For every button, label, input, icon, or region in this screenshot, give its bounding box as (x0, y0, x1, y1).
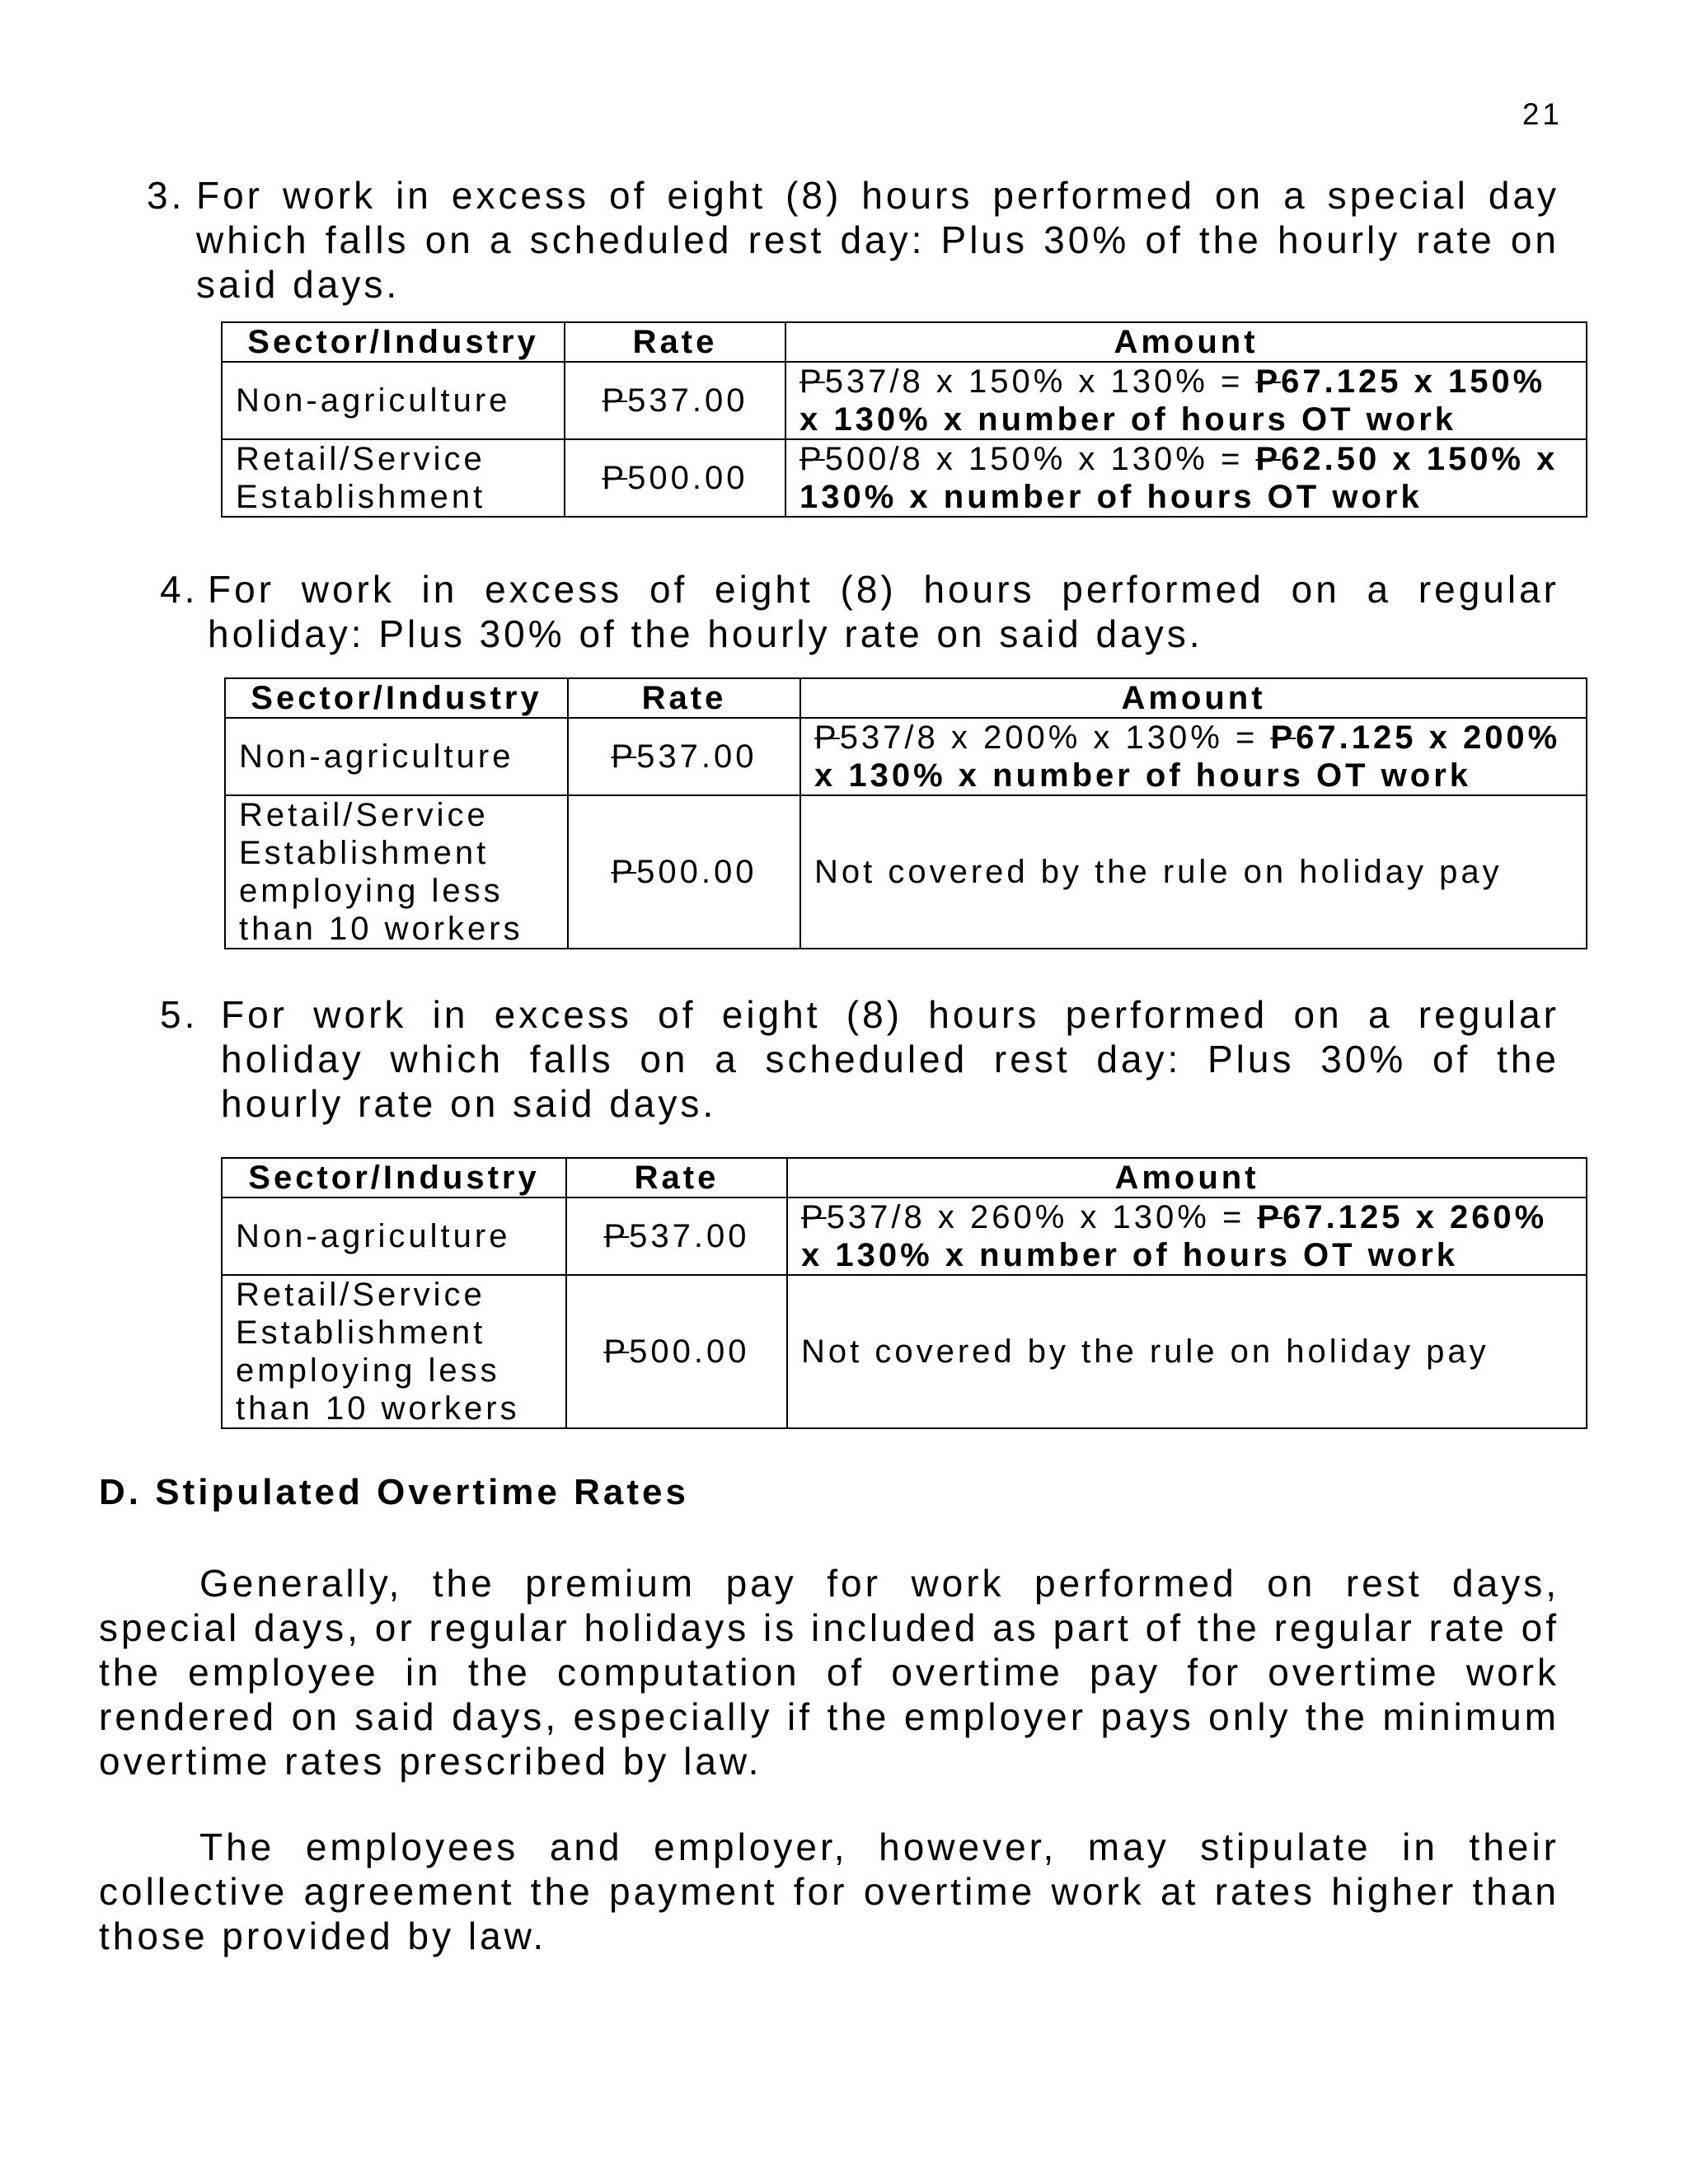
rate-value: 537.00 (636, 738, 757, 775)
item-text-body: For work in excess of eight (8) hours performed on a regular holiday which falls on a scheduled rest day: Plus 30% of the hourly rate on said days. (221, 993, 1559, 1125)
rate-table-item-5 (221, 1157, 1587, 1429)
paragraph: Generally, the premium pay for work performed on rest days, special days, or regular holidays is included as part of the regular rate of the employee in the computation of overtime pay for overtime work rendered on said days, especially if the employer pays only the minimum overtime rates prescribed by law. (99, 1562, 1559, 1783)
table-row (225, 795, 1587, 949)
column-header: Sector/Industry (222, 322, 565, 362)
table-header-row (225, 678, 1587, 718)
rate-value: 537.00 (629, 1218, 750, 1254)
peso-symbol: P (1270, 719, 1296, 756)
rate-value: 500.00 (636, 854, 757, 890)
sector-cell: Non-agriculture (222, 1197, 566, 1275)
column-header: Rate (565, 322, 785, 362)
table-row (225, 718, 1587, 795)
peso-symbol: P (611, 738, 637, 775)
rate-value: 500.00 (629, 1333, 750, 1370)
rate-table-item-4 (224, 677, 1587, 949)
peso-symbol: P (603, 1218, 630, 1254)
amount-result: 62.50 x 150% x 130% x number of hours OT work (799, 441, 1559, 515)
item-text (160, 992, 1559, 1126)
peso-symbol: P (603, 1333, 630, 1370)
peso-symbol: P (799, 363, 825, 400)
item-text-body: For work in excess of eight (8) hours performed on a regular holiday: Plus 30% of the hourly rate on said days. (208, 568, 1559, 655)
section-heading: D. Stipulated Overtime Rates (99, 1472, 689, 1512)
sector-cell: Non-agriculture (225, 718, 568, 795)
table-row (222, 1275, 1587, 1428)
list-item-5 (160, 992, 1559, 1126)
peso-symbol: P (602, 382, 628, 419)
table-row (222, 362, 1587, 439)
column-header: Sector/Industry (225, 678, 568, 718)
amount-cell (787, 1197, 1587, 1275)
amount-cell (785, 439, 1587, 517)
rate-value: 500.00 (627, 460, 748, 496)
table-row (222, 1197, 1587, 1275)
item-text (147, 173, 1559, 307)
column-header: Amount (800, 678, 1587, 718)
sector-cell: Non-agriculture (222, 362, 565, 439)
page-number: 21 (1522, 97, 1563, 131)
amount-cell: Not covered by the rule on holiday pay (787, 1275, 1587, 1428)
item-number: 5. (160, 993, 199, 1036)
column-header: Sector/Industry (222, 1158, 566, 1197)
column-header: Rate (568, 678, 800, 718)
peso-symbol: P (814, 719, 840, 756)
peso-symbol: P (799, 441, 825, 477)
column-header: Rate (566, 1158, 787, 1197)
rate-value: 537.00 (627, 382, 748, 419)
amount-cell: Not covered by the rule on holiday pay (800, 795, 1587, 949)
list-item-4 (160, 567, 1559, 656)
amount-cell (785, 362, 1587, 439)
rate-cell (568, 718, 800, 795)
amount-result: 67.125 x 200% x 130% x number of hours OT work (814, 719, 1561, 794)
column-header: Amount (787, 1158, 1587, 1197)
table-row (222, 439, 1587, 517)
peso-symbol: P (602, 460, 628, 496)
table-header-row (222, 322, 1587, 362)
amount-formula: 537/8 x 260% x 130% = (826, 1199, 1258, 1235)
amount-formula: 537/8 x 150% x 130% = (824, 363, 1256, 400)
amount-cell (800, 718, 1587, 795)
rate-cell (566, 1275, 787, 1428)
sector-cell: Retail/Service Establishment employing less than 10 workers (222, 1275, 566, 1428)
peso-symbol: P (1257, 1199, 1283, 1235)
column-header: Amount (785, 322, 1587, 362)
rate-cell (568, 795, 800, 949)
rate-cell (565, 362, 785, 439)
peso-symbol: P (611, 854, 637, 890)
rate-table-item-3 (221, 321, 1587, 518)
list-item-3 (147, 173, 1559, 307)
item-number: 3. (147, 174, 185, 217)
amount-formula: 500/8 x 150% x 130% = (824, 441, 1256, 477)
table-header-row (222, 1158, 1587, 1197)
rate-cell (565, 439, 785, 517)
amount-result: 67.125 x 260% x 130% x number of hours OT work (801, 1199, 1548, 1273)
amount-formula: 537/8 x 200% x 130% = (839, 719, 1271, 756)
item-text (160, 567, 1559, 656)
sector-cell: Retail/Service Establishment (222, 439, 565, 517)
amount-result: 67.125 x 150% x 130% x number of hours OT work (799, 363, 1546, 438)
peso-symbol: P (1255, 363, 1282, 400)
paragraph: The employees and employer, however, may stipulate in their collective agreement the payment for overtime work at rates higher than those provided by law. (99, 1825, 1559, 1957)
peso-symbol: P (801, 1199, 827, 1235)
item-text-body: For work in excess of eight (8) hours performed on a special day which falls on a scheduled rest day: Plus 30% of the hourly rate on said days. (196, 174, 1559, 306)
item-number: 4. (160, 568, 199, 611)
sector-cell: Retail/Service Establishment employing less than 10 workers (225, 795, 568, 949)
rate-cell (566, 1197, 787, 1275)
peso-symbol: P (1255, 441, 1282, 477)
